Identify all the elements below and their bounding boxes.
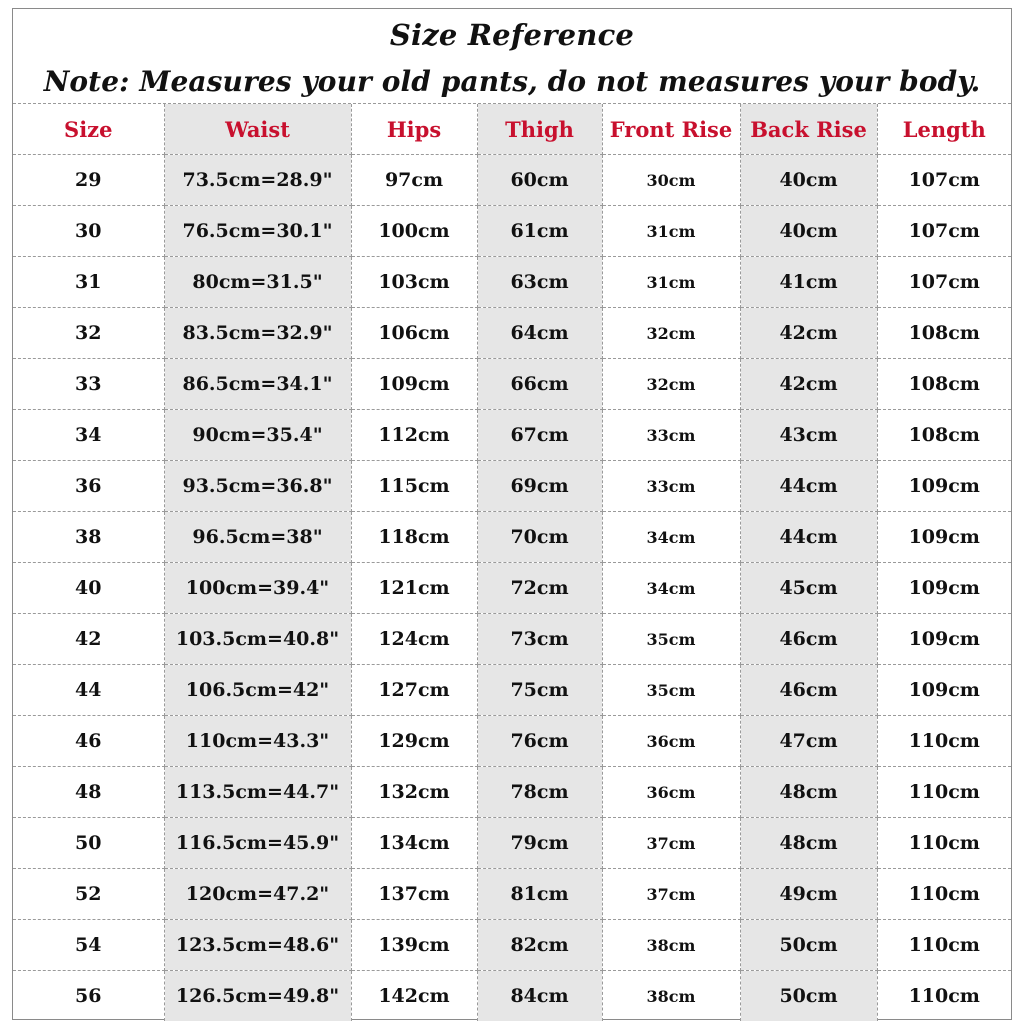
- back-rise-cell: 40cm: [740, 155, 877, 206]
- back-rise-cell: 44cm: [740, 461, 877, 512]
- hips-cell: 97cm: [351, 155, 477, 206]
- waist-cell: 83.5cm=32.9": [164, 308, 351, 359]
- waist-cell: 93.5cm=36.8": [164, 461, 351, 512]
- hips-cell: 103cm: [351, 257, 477, 308]
- size-reference-sheet: [12, 8, 1012, 1020]
- front-rise-cell: 36cm: [602, 716, 740, 767]
- waist-cell: 113.5cm=44.7": [164, 767, 351, 818]
- length-cell: 109cm: [877, 512, 1011, 563]
- table-row: [13, 716, 1011, 767]
- hips-cell: 106cm: [351, 308, 477, 359]
- header-size: Size: [13, 104, 164, 155]
- hips-cell: 100cm: [351, 206, 477, 257]
- waist-cell: 126.5cm=49.8": [164, 971, 351, 1022]
- thigh-cell: 72cm: [477, 563, 602, 614]
- front-rise-cell: 34cm: [602, 563, 740, 614]
- thigh-cell: 82cm: [477, 920, 602, 971]
- front-rise-cell: 38cm: [602, 971, 740, 1022]
- table-row: [13, 563, 1011, 614]
- size-cell: 33: [13, 359, 164, 410]
- waist-cell: 106.5cm=42": [164, 665, 351, 716]
- front-rise-cell: 31cm: [602, 206, 740, 257]
- hips-cell: 127cm: [351, 665, 477, 716]
- front-rise-cell: 31cm: [602, 257, 740, 308]
- header-length: Length: [877, 104, 1011, 155]
- front-rise-cell: 33cm: [602, 410, 740, 461]
- waist-cell: 116.5cm=45.9": [164, 818, 351, 869]
- table-row: [13, 920, 1011, 971]
- size-cell: 36: [13, 461, 164, 512]
- header-row: [13, 104, 1011, 155]
- waist-cell: 76.5cm=30.1": [164, 206, 351, 257]
- hips-cell: 109cm: [351, 359, 477, 410]
- hips-cell: 129cm: [351, 716, 477, 767]
- thigh-cell: 75cm: [477, 665, 602, 716]
- back-rise-cell: 44cm: [740, 512, 877, 563]
- front-rise-cell: 32cm: [602, 359, 740, 410]
- thigh-cell: 78cm: [477, 767, 602, 818]
- length-cell: 110cm: [877, 767, 1011, 818]
- thigh-cell: 79cm: [477, 818, 602, 869]
- table-row: [13, 410, 1011, 461]
- length-cell: 110cm: [877, 971, 1011, 1022]
- front-rise-cell: 36cm: [602, 767, 740, 818]
- back-rise-cell: 40cm: [740, 206, 877, 257]
- table-header: [13, 104, 1011, 155]
- front-rise-cell: 32cm: [602, 308, 740, 359]
- size-cell: 46: [13, 716, 164, 767]
- title-block: [13, 9, 1011, 104]
- thigh-cell: 73cm: [477, 614, 602, 665]
- size-cell: 42: [13, 614, 164, 665]
- size-cell: 38: [13, 512, 164, 563]
- thigh-cell: 81cm: [477, 869, 602, 920]
- table-row: [13, 869, 1011, 920]
- waist-cell: 100cm=39.4": [164, 563, 351, 614]
- table-row: [13, 257, 1011, 308]
- length-cell: 107cm: [877, 206, 1011, 257]
- length-cell: 109cm: [877, 665, 1011, 716]
- table-row: [13, 665, 1011, 716]
- header-back-rise: Back Rise: [740, 104, 877, 155]
- back-rise-cell: 48cm: [740, 818, 877, 869]
- front-rise-cell: 37cm: [602, 869, 740, 920]
- front-rise-cell: 34cm: [602, 512, 740, 563]
- header-hips: Hips: [351, 104, 477, 155]
- back-rise-cell: 47cm: [740, 716, 877, 767]
- size-cell: 40: [13, 563, 164, 614]
- hips-cell: 115cm: [351, 461, 477, 512]
- size-table: [13, 104, 1011, 1021]
- length-cell: 110cm: [877, 869, 1011, 920]
- thigh-cell: 70cm: [477, 512, 602, 563]
- length-cell: 110cm: [877, 818, 1011, 869]
- waist-cell: 123.5cm=48.6": [164, 920, 351, 971]
- length-cell: 109cm: [877, 461, 1011, 512]
- front-rise-cell: 37cm: [602, 818, 740, 869]
- size-cell: 48: [13, 767, 164, 818]
- length-cell: 108cm: [877, 359, 1011, 410]
- length-cell: 110cm: [877, 920, 1011, 971]
- back-rise-cell: 50cm: [740, 920, 877, 971]
- thigh-cell: 63cm: [477, 257, 602, 308]
- back-rise-cell: 46cm: [740, 665, 877, 716]
- hips-cell: 118cm: [351, 512, 477, 563]
- size-cell: 50: [13, 818, 164, 869]
- back-rise-cell: 45cm: [740, 563, 877, 614]
- back-rise-cell: 43cm: [740, 410, 877, 461]
- size-cell: 30: [13, 206, 164, 257]
- size-cell: 54: [13, 920, 164, 971]
- table-row: [13, 308, 1011, 359]
- waist-cell: 110cm=43.3": [164, 716, 351, 767]
- front-rise-cell: 33cm: [602, 461, 740, 512]
- waist-cell: 86.5cm=34.1": [164, 359, 351, 410]
- hips-cell: 124cm: [351, 614, 477, 665]
- back-rise-cell: 42cm: [740, 359, 877, 410]
- size-cell: 29: [13, 155, 164, 206]
- page-title: Size Reference: [389, 18, 635, 52]
- hips-cell: 121cm: [351, 563, 477, 614]
- table-row: [13, 359, 1011, 410]
- waist-cell: 120cm=47.2": [164, 869, 351, 920]
- size-cell: 56: [13, 971, 164, 1022]
- table-row: [13, 614, 1011, 665]
- thigh-cell: 60cm: [477, 155, 602, 206]
- waist-cell: 80cm=31.5": [164, 257, 351, 308]
- hips-cell: 137cm: [351, 869, 477, 920]
- front-rise-cell: 35cm: [602, 665, 740, 716]
- thigh-cell: 76cm: [477, 716, 602, 767]
- hips-cell: 139cm: [351, 920, 477, 971]
- length-cell: 109cm: [877, 563, 1011, 614]
- waist-cell: 96.5cm=38": [164, 512, 351, 563]
- back-rise-cell: 41cm: [740, 257, 877, 308]
- header-front-rise: Front Rise: [602, 104, 740, 155]
- waist-cell: 103.5cm=40.8": [164, 614, 351, 665]
- measurement-note: Note: Measures your old pants, do not measures your body.: [43, 65, 981, 98]
- header-waist: Waist: [164, 104, 351, 155]
- thigh-cell: 69cm: [477, 461, 602, 512]
- table-row: [13, 461, 1011, 512]
- back-rise-cell: 42cm: [740, 308, 877, 359]
- table-row: [13, 206, 1011, 257]
- length-cell: 110cm: [877, 716, 1011, 767]
- back-rise-cell: 48cm: [740, 767, 877, 818]
- hips-cell: 142cm: [351, 971, 477, 1022]
- front-rise-cell: 38cm: [602, 920, 740, 971]
- length-cell: 109cm: [877, 614, 1011, 665]
- table-row: [13, 155, 1011, 206]
- size-cell: 44: [13, 665, 164, 716]
- back-rise-cell: 50cm: [740, 971, 877, 1022]
- thigh-cell: 67cm: [477, 410, 602, 461]
- size-cell: 32: [13, 308, 164, 359]
- hips-cell: 132cm: [351, 767, 477, 818]
- length-cell: 108cm: [877, 308, 1011, 359]
- front-rise-cell: 30cm: [602, 155, 740, 206]
- length-cell: 108cm: [877, 410, 1011, 461]
- size-cell: 52: [13, 869, 164, 920]
- back-rise-cell: 49cm: [740, 869, 877, 920]
- header-thigh: Thigh: [477, 104, 602, 155]
- table-row: [13, 512, 1011, 563]
- table-row: [13, 971, 1011, 1022]
- waist-cell: 90cm=35.4": [164, 410, 351, 461]
- size-cell: 31: [13, 257, 164, 308]
- thigh-cell: 64cm: [477, 308, 602, 359]
- hips-cell: 112cm: [351, 410, 477, 461]
- back-rise-cell: 46cm: [740, 614, 877, 665]
- thigh-cell: 61cm: [477, 206, 602, 257]
- length-cell: 107cm: [877, 257, 1011, 308]
- thigh-cell: 66cm: [477, 359, 602, 410]
- hips-cell: 134cm: [351, 818, 477, 869]
- table-row: [13, 767, 1011, 818]
- thigh-cell: 84cm: [477, 971, 602, 1022]
- table-body: [13, 155, 1011, 1022]
- length-cell: 107cm: [877, 155, 1011, 206]
- waist-cell: 73.5cm=28.9": [164, 155, 351, 206]
- front-rise-cell: 35cm: [602, 614, 740, 665]
- table-row: [13, 818, 1011, 869]
- size-cell: 34: [13, 410, 164, 461]
